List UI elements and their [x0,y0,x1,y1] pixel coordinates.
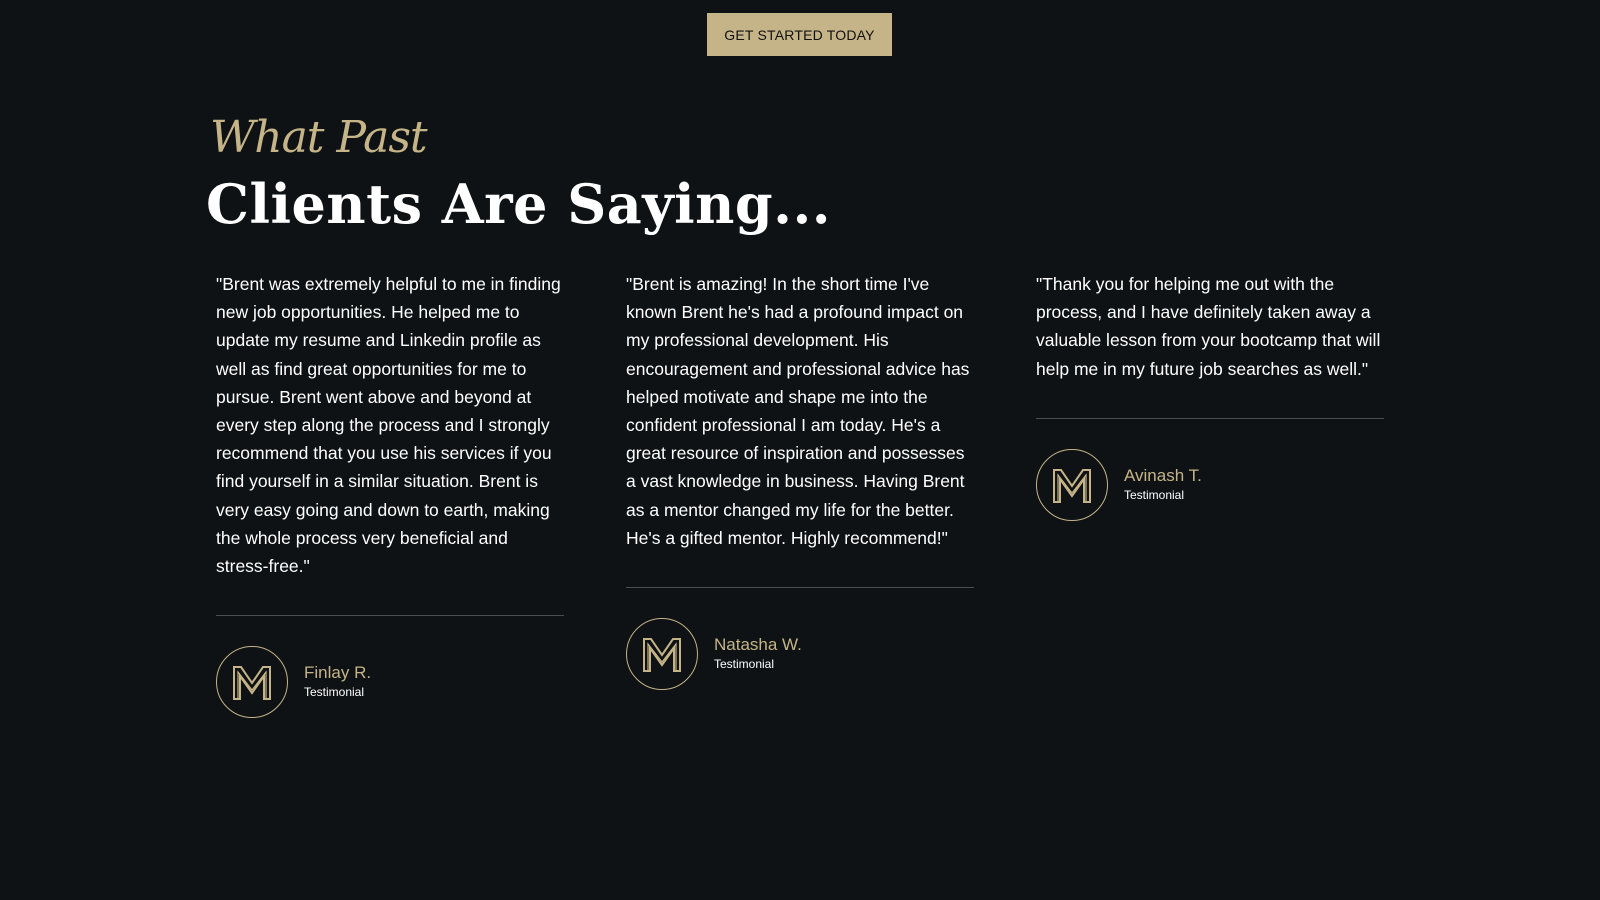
testimonial-author [1036,449,1384,521]
testimonial-card [626,270,974,690]
m-monogram-icon [1049,462,1095,508]
testimonial-quote: "Brent was extremely helpful to me in finding new job opportunities. He helped me to update my resume and Linkedin profile as well as find great opportunities for me to pursue. Brent went above and beyond at every step along the process and I strongly recommend that you use his services if you find yourself in a similar situation. Brent is very easy going and down to earth, making the whole process very beneficial and stress-free." [216,274,561,577]
author-role: Testimonial [1124,487,1185,502]
author-name: Avinash T. [1124,465,1202,485]
testimonial-divider [1036,418,1384,419]
avatar [1036,449,1108,521]
author-name: Finlay R. [304,663,372,683]
testimonial-card [1036,270,1384,521]
section-heading-script: What Past [210,112,427,163]
m-monogram-icon [229,659,275,705]
author-name: Natasha W. [714,635,802,655]
section-heading-main: Clients Are Saying... [206,172,832,236]
avatar [216,646,288,718]
avatar [626,618,698,690]
testimonial-author [216,646,564,718]
author-role: Testimonial [714,657,775,672]
m-monogram-icon [639,631,685,677]
get-started-button[interactable]: GET STARTED TODAY [707,13,892,56]
author-role: Testimonial [304,685,365,700]
testimonial-divider [216,615,564,616]
testimonial-divider [626,587,974,588]
testimonial-author [626,618,974,690]
testimonial-quote: "Thank you for helping me out with the process, and I have definitely taken away a valuable lesson from your bootcamp that will help me in my future job searches as well." [1036,274,1381,379]
testimonial-card [216,270,564,718]
testimonial-quote: "Brent is amazing! In the short time I've known Brent he's had a profound impact on my professional development. His encouragement and professional advice has helped motivate and shape me into the confident professional I am today. He's a great resource of inspiration and possesses a vast knowledge in business. Having Brent as a mentor changed my life for the better. He's a gifted mentor. Highly recommend!" [626,274,970,548]
